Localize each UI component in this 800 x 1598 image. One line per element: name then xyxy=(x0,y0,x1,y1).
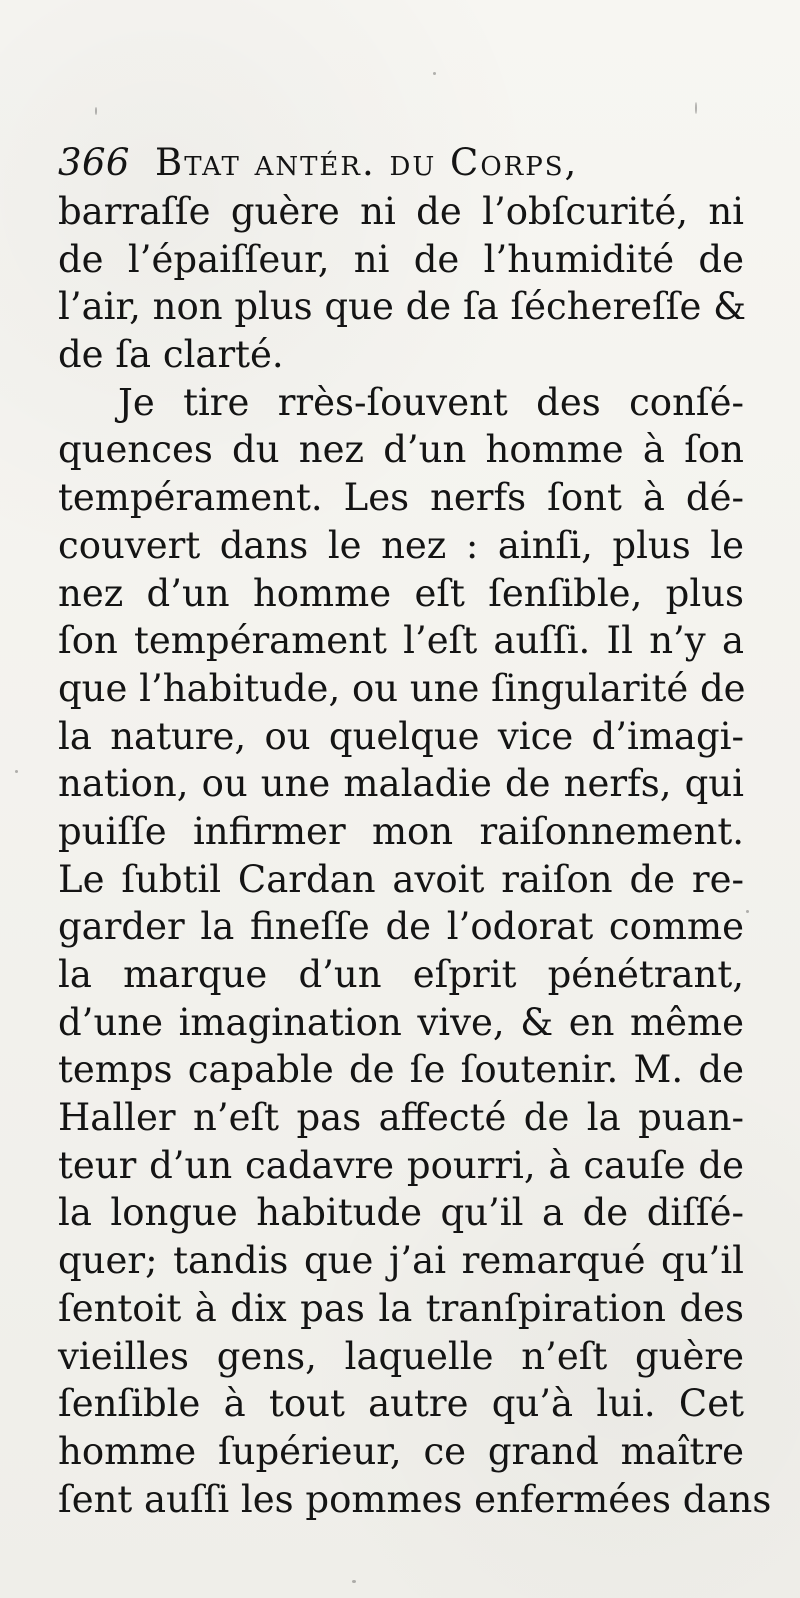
main-text xyxy=(58,188,772,1523)
text-line: vieilles gens, laquelle n’eſt guère xyxy=(58,1334,744,1378)
text-line: l’air, non plus que de ſa ſéchereſſe & xyxy=(58,285,747,329)
running-title: Btat antér. du Corps, xyxy=(155,141,579,184)
text-line: Le ſubtil Cardan avoit raiſon de re- xyxy=(58,857,744,901)
text-line: ſent auſſi les pommes enfermées dans xyxy=(58,1477,772,1521)
paper-speck xyxy=(95,107,97,115)
text-line: barraſſe guère ni de l’obſcurité, ni xyxy=(58,190,744,233)
paper-speck xyxy=(746,910,749,913)
text-line: ſenſible à tout autre qu’à lui. Cet xyxy=(58,1382,744,1426)
text-line: nation, ou une maladie de nerfs, qui xyxy=(58,762,744,806)
text-line: tempérament. Les nerfs ſont à dé- xyxy=(58,476,744,520)
text-line: ſentoit à dix pas la tranſpiration des xyxy=(58,1286,744,1330)
paper-speck xyxy=(352,1580,356,1583)
text-line: couvert dans le nez : ainſi, plus le xyxy=(58,523,744,567)
text-line: homme ſupérieur, ce grand maître xyxy=(58,1429,744,1473)
text-line: quences du nez d’un homme à ſon xyxy=(58,428,744,472)
text-line: ſon tempérament l’eſt auſſi. Il n’y a xyxy=(58,619,744,663)
text-line: quer; tandis que j’ai remarqué qu’il xyxy=(58,1239,744,1283)
text-line: la marque d’un eſprit pénétrant, xyxy=(58,953,744,996)
text-line: d’une imagination vive, & en même xyxy=(58,1000,744,1044)
text-line: la nature, ou quelque vice d’imagi- xyxy=(58,714,744,758)
text-line: que l’habitude, ou une ſingularité de xyxy=(58,666,746,710)
text-line: Haller n’eſt pas affecté de la puan- xyxy=(58,1096,744,1140)
text-line: de ſa clarté. xyxy=(58,333,284,377)
page-number: 366 xyxy=(58,141,130,184)
text-line: garder la fineſſe de l’odorat comme xyxy=(58,905,744,949)
text-line: temps capable de ſe ſoutenir. M. de xyxy=(58,1048,744,1092)
text-line: nez d’un homme eſt ſenſible, plus xyxy=(58,571,744,615)
text-line: teur d’un cadavre pourri, à cauſe de xyxy=(58,1143,744,1187)
paragraph-first-line: Je tire rrès-ſouvent des conſé- xyxy=(118,380,744,424)
paper-speck xyxy=(695,102,697,114)
text-line: puiſſe infirmer mon raiſonnement. xyxy=(58,809,744,853)
paper-speck xyxy=(433,72,436,75)
paper-speck xyxy=(15,770,18,773)
page-header xyxy=(58,136,738,190)
text-line: la longue habitude qu’il a de diſſé- xyxy=(58,1191,744,1235)
text-line: de l’épaiſſeur, ni de l’humidité de xyxy=(58,237,744,281)
